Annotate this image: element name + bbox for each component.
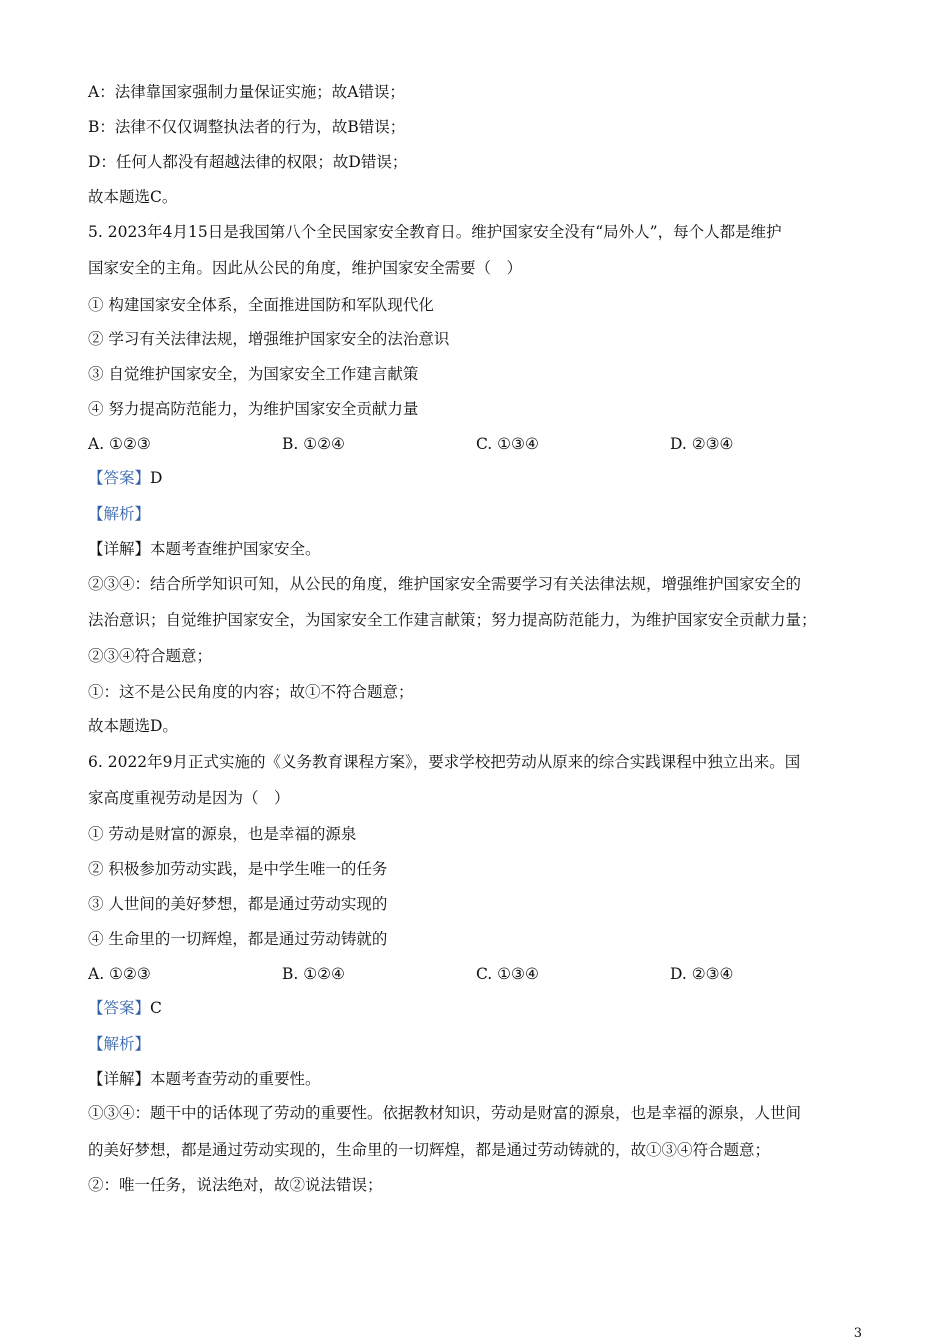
analysis-tag: 【解析】 <box>88 505 151 523</box>
text-line: D：任何人都没有超越法律的权限；故D错误； <box>88 153 408 171</box>
explanation-line: ②③④符合题意； <box>88 647 213 665</box>
option-a: A. ①②③ <box>88 965 151 983</box>
explanation-line: 法治意识；自觉维护国家安全，为国家安全工作建言献策；努力提高防范能力，为维护国家安全贡献力量； <box>88 611 817 629</box>
statement-4: ④ 生命里的一切辉煌，都是通过劳动铸就的 <box>88 930 388 948</box>
option-c: C. ①③④ <box>476 965 539 983</box>
explanation-line: ②③④：结合所学知识可知，从公民的角度，维护国家安全需要学习有关法律法规，增强维护国家安全的 <box>88 575 802 593</box>
statement-2: ② 积极参加劳动实践，是中学生唯一的任务 <box>88 860 388 878</box>
statement-2: ② 学习有关法律法规，增强维护国家安全的法治意识 <box>88 330 450 348</box>
answer-value: C <box>150 999 162 1017</box>
answer-tag: 【答案】 <box>88 469 151 487</box>
explanation-line: ②：唯一任务，说法绝对，故②说法错误； <box>88 1176 383 1194</box>
option-b: B. ①②④ <box>282 435 345 453</box>
statement-1: ① 构建国家安全体系，全面推进国防和军队现代化 <box>88 296 434 314</box>
statement-3: ③ 人世间的美好梦想，都是通过劳动实现的 <box>88 895 388 913</box>
option-b: B. ①②④ <box>282 965 345 983</box>
option-a: A. ①②③ <box>88 435 151 453</box>
text-line: 故本题选C。 <box>88 188 178 206</box>
text-line: A：法律靠国家强制力量保证实施；故A错误； <box>88 83 405 101</box>
question-6-stem-cont: 家高度重视劳动是因为（ ） <box>88 789 290 807</box>
detail-text: 本题考查劳动的重要性。 <box>150 1070 321 1088</box>
question-5-stem: 5. 2023年4月15日是我国第八个全民国家安全教育日。维护国家安全没有“局外人”，每个人都是维护 <box>88 223 782 241</box>
answer-line <box>88 998 162 1018</box>
detail-tag: 【详解】 <box>88 1070 151 1088</box>
answer-tag: 【答案】 <box>88 999 151 1017</box>
analysis-tag: 【解析】 <box>88 1035 151 1053</box>
option-d: D. ②③④ <box>670 965 734 983</box>
answer-value: D <box>150 469 163 487</box>
option-d: D. ②③④ <box>670 435 734 453</box>
detail-line <box>88 1069 321 1089</box>
explanation-line: ①：这不是公民角度的内容；故①不符合题意； <box>88 683 414 701</box>
detail-line <box>88 539 321 559</box>
statement-1: ① 劳动是财富的源泉，也是幸福的源泉 <box>88 825 357 843</box>
explanation-line: ①③④：题干中的话体现了劳动的重要性。依据教材知识，劳动是财富的源泉，也是幸福的源泉，人世间 <box>88 1104 802 1122</box>
detail-text: 本题考查维护国家安全。 <box>150 540 321 558</box>
statement-3: ③ 自觉维护国家安全，为国家安全工作建言献策 <box>88 365 419 383</box>
page-number: 3 <box>853 1326 862 1341</box>
detail-tag: 【详解】 <box>88 540 151 558</box>
explanation-line: 故本题选D。 <box>88 717 178 735</box>
question-5-stem-cont: 国家安全的主角。因此从公民的角度，维护国家安全需要（ ） <box>88 259 523 277</box>
text-line: B：法律不仅仅调整执法者的行为，故B错误； <box>88 118 406 136</box>
statement-4: ④ 努力提高防范能力，为维护国家安全贡献力量 <box>88 400 419 418</box>
explanation-line: 的美好梦想，都是通过劳动实现的，生命里的一切辉煌，都是通过劳动铸就的，故①③④符合题意； <box>88 1141 771 1159</box>
question-6-stem: 6. 2022年9月正式实施的《义务教育课程方案》，要求学校把劳动从原来的综合实践课程中独立出来。国 <box>88 753 801 771</box>
answer-line <box>88 468 162 488</box>
option-c: C. ①③④ <box>476 435 539 453</box>
